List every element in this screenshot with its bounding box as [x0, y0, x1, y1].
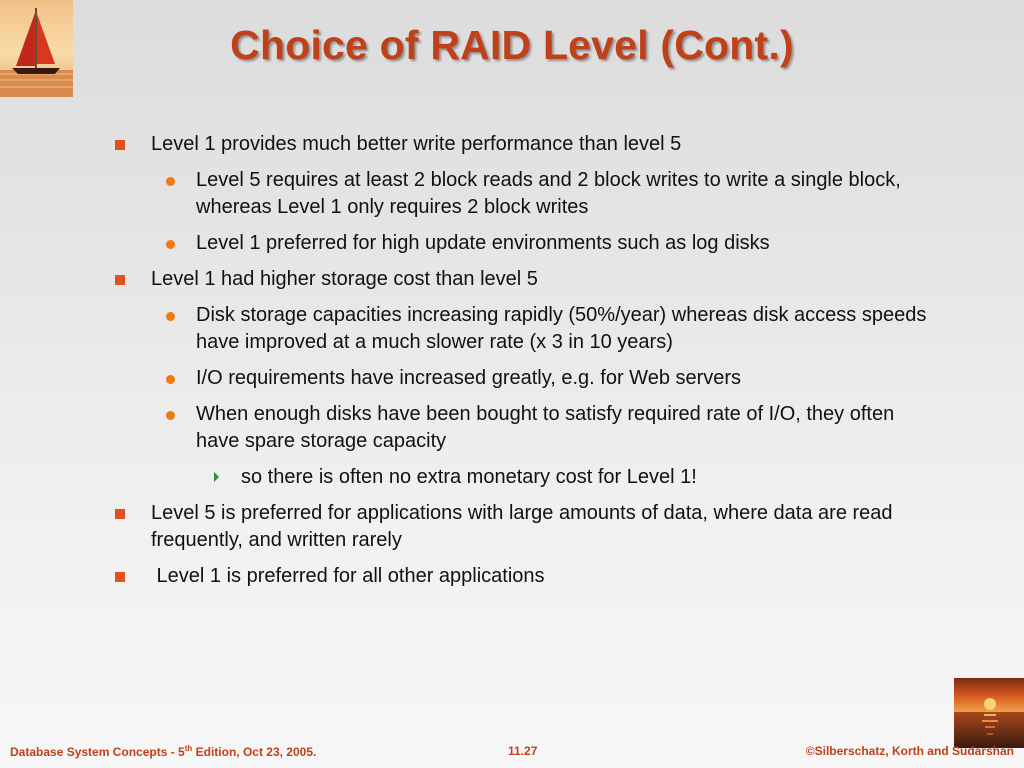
circle-bullet-icon	[166, 177, 175, 186]
circle-bullet-icon	[166, 375, 175, 384]
list-item: Disk storage capacities increasing rapidly (50%/year) whereas disk access speeds have improved at a much slower rate (x 3 in 10 years)	[0, 302, 941, 356]
slide-title: Choice of RAID Level (Cont.)	[230, 22, 794, 68]
list-item: When enough disks have been bought to satisfy required rate of I/O, they often have spare storage capacity	[0, 401, 941, 455]
list-item: Level 1 provides much better write performance than level 5	[0, 131, 911, 158]
bullet-list	[0, 131, 1024, 599]
circle-bullet-icon	[166, 411, 175, 420]
list-item: so there is often no extra monetary cost for Level 1!	[0, 464, 941, 491]
list-item: Level 1 preferred for high update environments such as log disks	[0, 230, 941, 257]
list-item: Level 5 is preferred for applications with large amounts of data, where data are read frequently, and written rarely	[0, 500, 911, 554]
footer-copyright: ©Silberschatz, Korth and Sudarshan	[805, 744, 1014, 758]
square-bullet-icon	[115, 275, 125, 285]
triangle-bullet-icon	[214, 472, 219, 482]
list-item: Level 5 requires at least 2 block reads and 2 block writes to write a single block, whereas Level 1 only requires 2 block writes	[0, 167, 941, 221]
footer-left: Database System Concepts - 5th Edition, Oct 23, 2005.	[10, 744, 317, 759]
slide-footer	[0, 744, 1024, 764]
page-number: 11.27	[508, 744, 538, 758]
square-bullet-icon	[115, 140, 125, 150]
circle-bullet-icon	[166, 312, 175, 321]
circle-bullet-icon	[166, 240, 175, 249]
sunset-image-icon	[954, 678, 1024, 748]
square-bullet-icon	[115, 509, 125, 519]
list-item: I/O requirements have increased greatly, e.g. for Web servers	[0, 365, 941, 392]
list-item: Level 1 is preferred for all other applications	[0, 563, 911, 590]
square-bullet-icon	[115, 572, 125, 582]
list-item: Level 1 had higher storage cost than level 5	[0, 266, 911, 293]
